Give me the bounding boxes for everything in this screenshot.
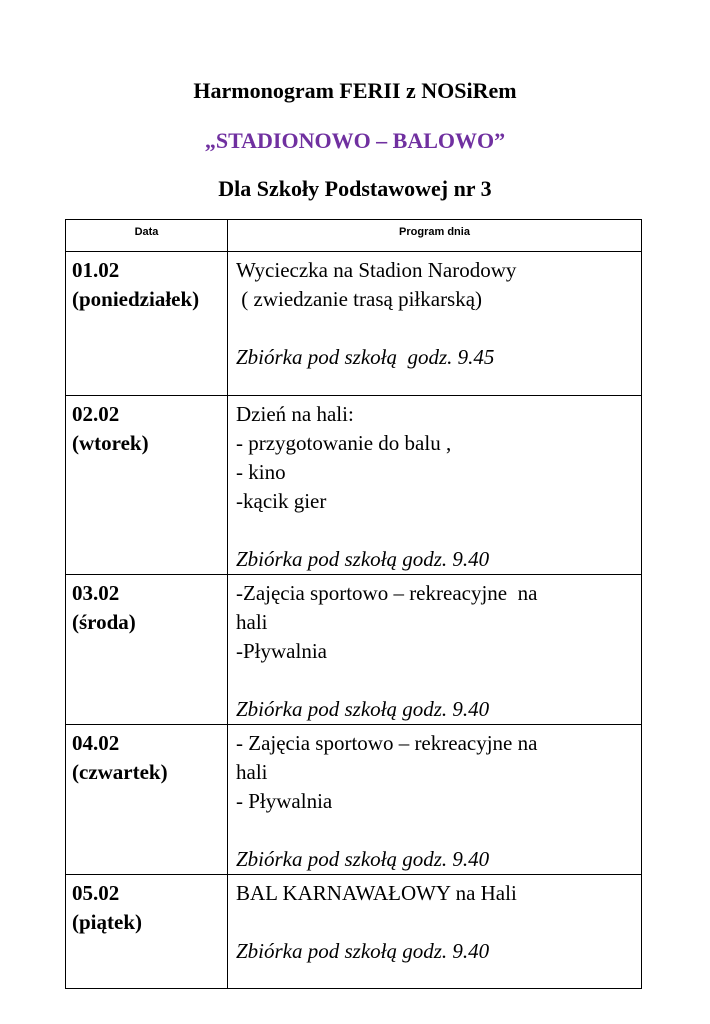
program-line: BAL KARNAWAŁOWY na Hali bbox=[236, 881, 517, 905]
table-header-row bbox=[66, 220, 642, 252]
school-name: Dla Szkoły Podstawowej nr 3 bbox=[218, 176, 492, 201]
program-line: -Zajęcia sportowo – rekreacyjne na bbox=[236, 581, 538, 605]
table-row bbox=[66, 875, 642, 989]
date-cell bbox=[66, 725, 228, 875]
program-cell bbox=[228, 575, 642, 725]
date: 04.02 bbox=[72, 731, 120, 755]
document-title: Harmonogram FERII z NOSiRem bbox=[193, 78, 517, 103]
program-line: - Pływalnia bbox=[236, 789, 333, 813]
table-row bbox=[66, 396, 642, 575]
program-line: Wycieczka na Stadion Narodowy bbox=[236, 258, 517, 282]
weekday: (środa) bbox=[72, 610, 136, 634]
date: 05.02 bbox=[72, 881, 120, 905]
program-cell bbox=[228, 725, 642, 875]
program-line: - kino bbox=[236, 460, 286, 484]
program-line: Dzień na hali: bbox=[236, 402, 354, 426]
column-header-date: Data bbox=[66, 220, 228, 252]
schedule-table bbox=[65, 219, 642, 989]
weekday: (poniedziałek) bbox=[72, 287, 200, 311]
program-cell bbox=[228, 875, 642, 989]
weekday: (wtorek) bbox=[72, 431, 149, 455]
column-header-program: Program dnia bbox=[228, 220, 642, 252]
meeting-note: Zbiórka pod szkołą godz. 9.40 bbox=[236, 847, 490, 871]
weekday: (czwartek) bbox=[72, 760, 168, 784]
meeting-note: Zbiórka pod szkołą godz. 9.40 bbox=[236, 697, 490, 721]
program-line: hali bbox=[236, 760, 268, 784]
program-line: -kącik gier bbox=[236, 489, 327, 513]
table-row bbox=[66, 575, 642, 725]
meeting-note: Zbiórka pod szkołą godz. 9.40 bbox=[236, 939, 490, 963]
date-cell bbox=[66, 875, 228, 989]
program-line: - przygotowanie do balu , bbox=[236, 431, 452, 455]
program-cell bbox=[228, 252, 642, 396]
date: 03.02 bbox=[72, 581, 120, 605]
program-subtitle: „STADIONOWO – BALOWO” bbox=[204, 128, 506, 153]
date: 01.02 bbox=[72, 258, 120, 282]
date-cell bbox=[66, 396, 228, 575]
date-cell bbox=[66, 252, 228, 396]
meeting-note: Zbiórka pod szkołą godz. 9.40 bbox=[236, 547, 490, 571]
weekday: (piątek) bbox=[72, 910, 142, 934]
program-line: - Zajęcia sportowo – rekreacyjne na bbox=[236, 731, 538, 755]
program-line: ( zwiedzanie trasą piłkarską) bbox=[236, 287, 483, 311]
program-line: hali bbox=[236, 610, 268, 634]
date: 02.02 bbox=[72, 402, 120, 426]
table-row bbox=[66, 252, 642, 396]
meeting-note: Zbiórka pod szkołą godz. 9.45 bbox=[236, 345, 495, 369]
program-cell bbox=[228, 396, 642, 575]
date-cell bbox=[66, 575, 228, 725]
table-row bbox=[66, 725, 642, 875]
program-line: -Pływalnia bbox=[236, 639, 327, 663]
